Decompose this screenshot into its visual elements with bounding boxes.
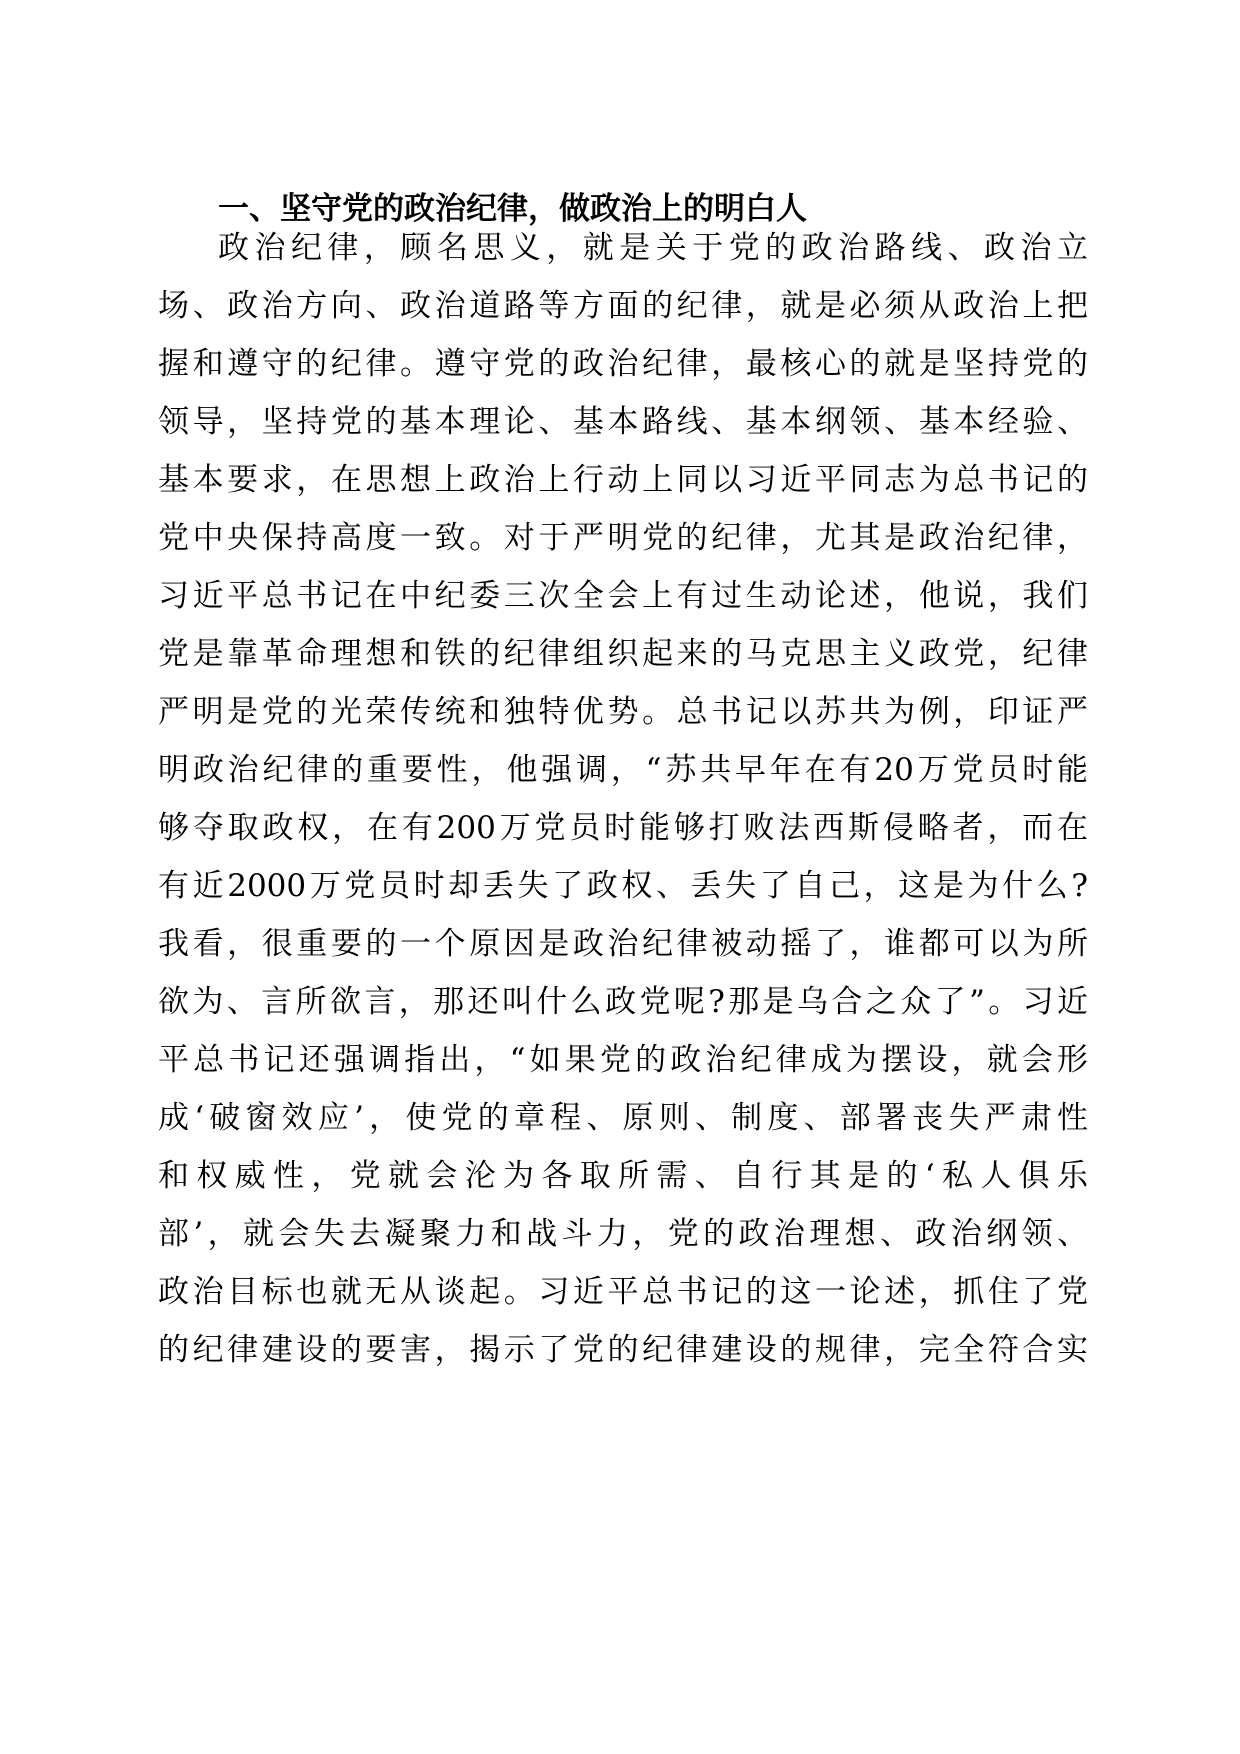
paragraph-line: 明政治纪律的重要性，他强调，“苏共早年在有20万党员时能 (158, 752, 1088, 788)
paragraph-line: 有近2000万党员时却丢失了政权、丢失了自己，这是为什么? (158, 868, 1088, 904)
paragraph-line: 成‘破窗效应’，使党的章程、原则、制度、部署丧失严肃性 (158, 1100, 1088, 1136)
paragraph-line: 部’，就会失去凝聚力和战斗力，党的政治理想、政治纲领、 (158, 1216, 1088, 1252)
paragraph-line: 我看，很重要的一个原因是政治纪律被动摇了，谁都可以为所 (158, 926, 1088, 962)
paragraph-line: 政治纪律，顾名思义，就是关于党的政治路线、政治立 (218, 230, 1088, 266)
paragraph-line: 的纪律建设的要害，揭示了党的纪律建设的规律，完全符合实 (158, 1332, 1088, 1368)
paragraph-line: 欲为、言所欲言，那还叫什么政党呢?那是乌合之众了”。习近 (158, 984, 1088, 1020)
section-heading: 一、坚守党的政治纪律，做政治上的明白人 (218, 191, 807, 227)
paragraph-line: 领导，坚持党的基本理论、基本路线、基本纲领、基本经验、 (158, 404, 1088, 440)
paragraph-line: 习近平总书记在中纪委三次全会上有过生动论述，他说，我们 (158, 578, 1088, 614)
paragraph-line: 严明是党的光荣传统和独特优势。总书记以苏共为例，印证严 (158, 694, 1088, 730)
paragraph-line: 政治目标也就无从谈起。习近平总书记的这一论述，抓住了党 (158, 1274, 1088, 1310)
paragraph-line: 够夺取政权，在有200万党员时能够打败法西斯侵略者，而在 (158, 810, 1088, 846)
paragraph-line: 党是靠革命理想和铁的纪律组织起来的马克思主义政党，纪律 (158, 636, 1088, 672)
paragraph-line: 平总书记还强调指出，“如果党的政治纪律成为摆设，就会形 (158, 1042, 1088, 1078)
paragraph-line: 场、政治方向、政治道路等方面的纪律，就是必须从政治上把 (158, 288, 1088, 324)
paragraph-line: 握和遵守的纪律。遵守党的政治纪律，最核心的就是坚持党的 (158, 346, 1088, 382)
paragraph-line: 和权威性，党就会沦为各取所需、自行其是的‘私人俱乐 (158, 1158, 1088, 1194)
paragraph-line: 基本要求，在思想上政治上行动上同以习近平同志为总书记的 (158, 462, 1088, 498)
paragraph-line: 党中央保持高度一致。对于严明党的纪律，尤其是政治纪律， (158, 520, 1088, 556)
